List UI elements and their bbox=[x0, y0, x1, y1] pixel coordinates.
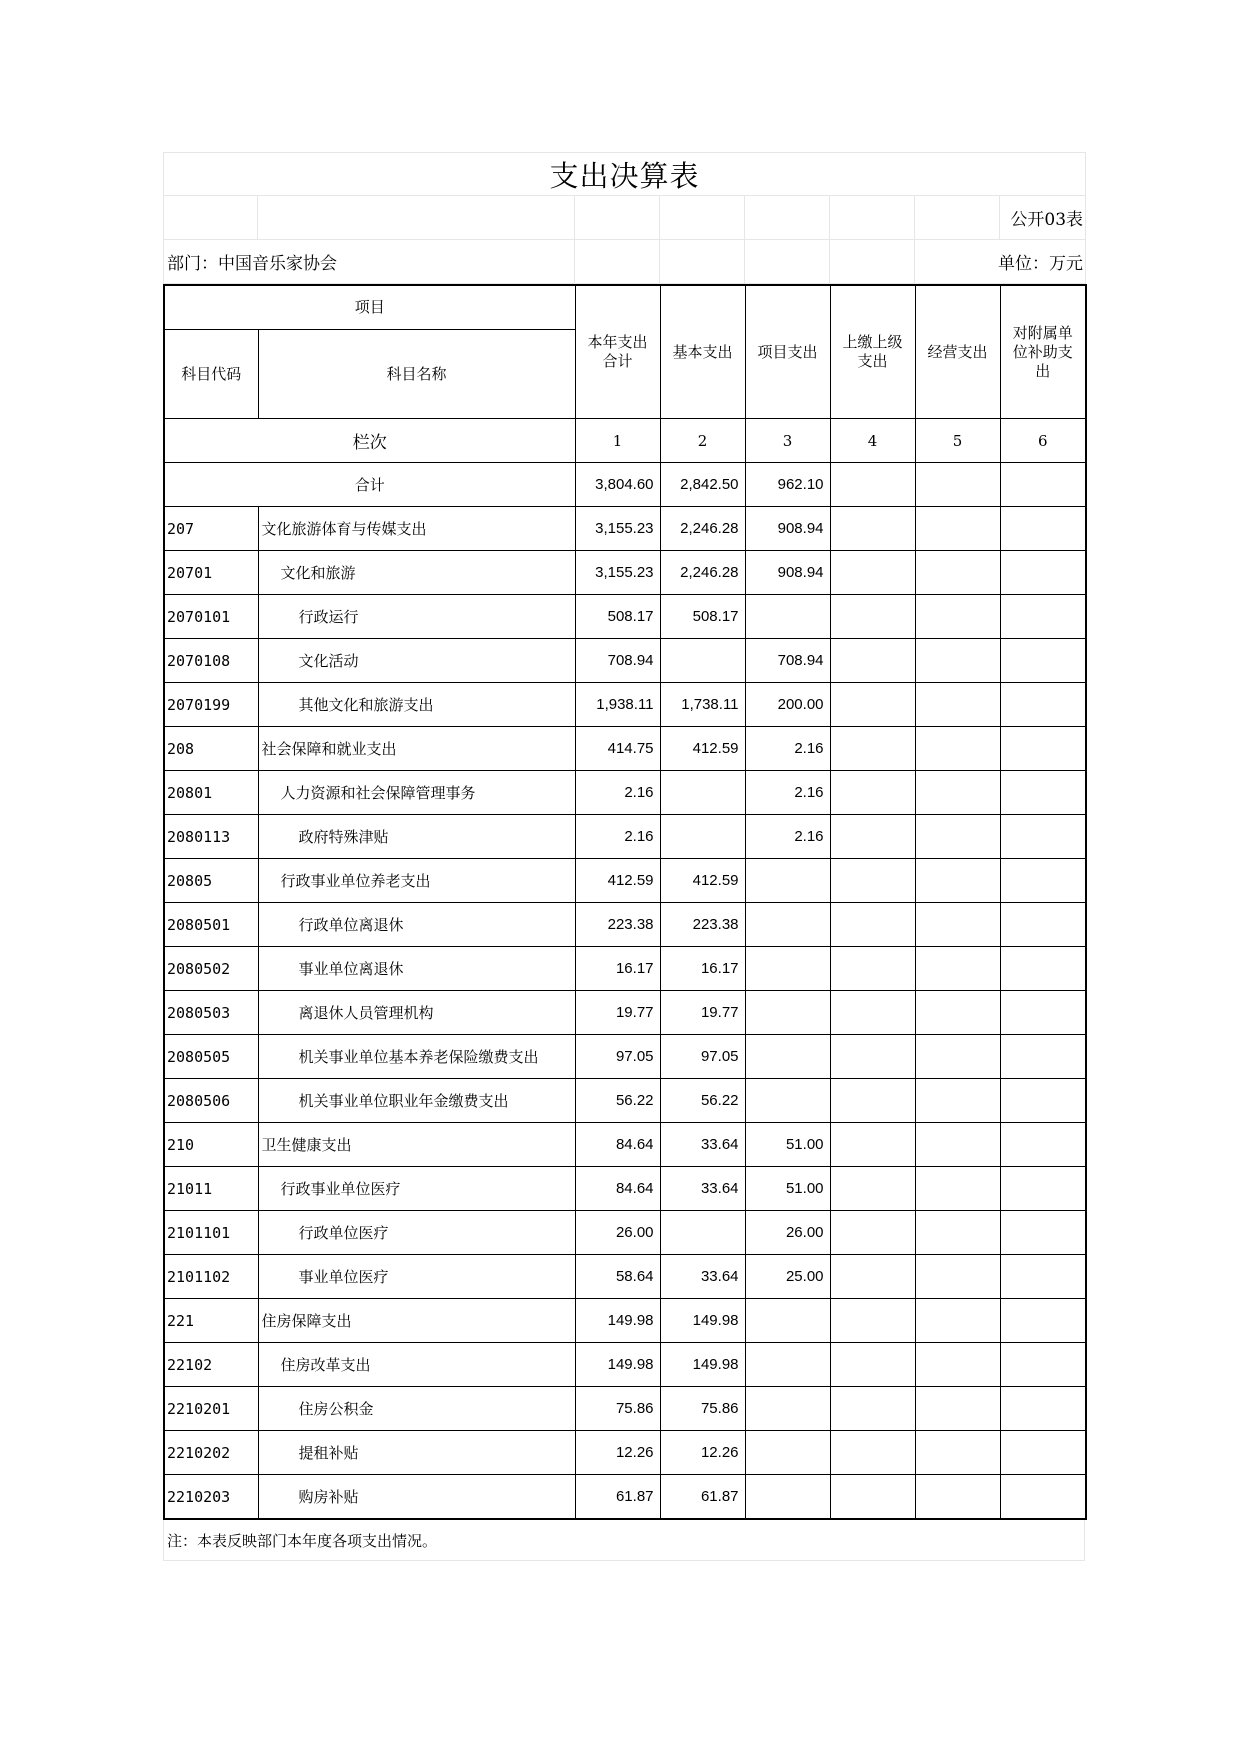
cell-total: 414.75 bbox=[575, 727, 660, 771]
cell-business bbox=[915, 903, 1000, 947]
table-row bbox=[164, 1123, 1086, 1167]
subject-name: 行政单位离退休 bbox=[258, 903, 575, 947]
cell-business bbox=[915, 859, 1000, 903]
cell-project bbox=[745, 1431, 830, 1475]
cell-total: 708.94 bbox=[575, 639, 660, 683]
total-label: 合计 bbox=[164, 463, 575, 507]
cell-basic: 412.59 bbox=[660, 727, 745, 771]
cell-total: 61.87 bbox=[575, 1475, 660, 1520]
table-row bbox=[164, 1387, 1086, 1431]
cell-subsidy bbox=[1000, 859, 1086, 903]
cell-business bbox=[915, 947, 1000, 991]
total-business bbox=[915, 463, 1000, 507]
header-subsidy: 对附属单位补助支出 bbox=[1000, 285, 1086, 419]
subject-name: 社会保障和就业支出 bbox=[258, 727, 575, 771]
column-index-row bbox=[164, 419, 1086, 463]
page-title: 支出决算表 bbox=[164, 153, 1086, 196]
cell-project bbox=[745, 947, 830, 991]
cell-basic: 2,246.28 bbox=[660, 507, 745, 551]
cell-business bbox=[915, 815, 1000, 859]
cell-remit bbox=[830, 1431, 915, 1475]
subject-name: 提租补贴 bbox=[258, 1431, 575, 1475]
cell-project: 2.16 bbox=[745, 727, 830, 771]
cell-remit bbox=[830, 1343, 915, 1387]
subject-name: 离退休人员管理机构 bbox=[258, 991, 575, 1035]
cell-basic: 33.64 bbox=[660, 1255, 745, 1299]
cell-remit bbox=[830, 947, 915, 991]
table-row bbox=[164, 639, 1086, 683]
subject-name: 住房公积金 bbox=[258, 1387, 575, 1431]
subject-code: 2070108 bbox=[164, 639, 258, 683]
total-remit bbox=[830, 463, 915, 507]
cell-remit bbox=[830, 991, 915, 1035]
column-index: 1 bbox=[575, 419, 660, 463]
cell-project: 200.00 bbox=[745, 683, 830, 727]
cell-total: 2.16 bbox=[575, 771, 660, 815]
cell-business bbox=[915, 771, 1000, 815]
cell-business bbox=[915, 1123, 1000, 1167]
subject-name: 行政运行 bbox=[258, 595, 575, 639]
header-row bbox=[164, 285, 1086, 330]
table-row bbox=[164, 1475, 1086, 1520]
cell-basic: 12.26 bbox=[660, 1431, 745, 1475]
cell-project: 908.94 bbox=[745, 507, 830, 551]
header-basic: 基本支出 bbox=[660, 285, 745, 419]
column-index: 4 bbox=[830, 419, 915, 463]
cell-total: 84.64 bbox=[575, 1167, 660, 1211]
cell-subsidy bbox=[1000, 815, 1086, 859]
total-basic: 2,842.50 bbox=[660, 463, 745, 507]
cell-total: 1,938.11 bbox=[575, 683, 660, 727]
cell-remit bbox=[830, 1167, 915, 1211]
cell-remit bbox=[830, 859, 915, 903]
header-code: 科目代码 bbox=[164, 330, 258, 419]
subject-name: 事业单位离退休 bbox=[258, 947, 575, 991]
table-row bbox=[164, 551, 1086, 595]
form-number: 公开03表 bbox=[1000, 196, 1086, 240]
total-subsidy bbox=[1000, 463, 1086, 507]
cell-business bbox=[915, 595, 1000, 639]
header-business: 经营支出 bbox=[915, 285, 1000, 419]
subject-code: 221 bbox=[164, 1299, 258, 1343]
cell-business bbox=[915, 1035, 1000, 1079]
cell-total: 56.22 bbox=[575, 1079, 660, 1123]
subject-code: 2080506 bbox=[164, 1079, 258, 1123]
table-row bbox=[164, 771, 1086, 815]
cell-basic bbox=[660, 771, 745, 815]
cell-basic: 223.38 bbox=[660, 903, 745, 947]
table-row bbox=[164, 947, 1086, 991]
table-row bbox=[164, 1035, 1086, 1079]
department-label: 部门：中国音乐家协会 bbox=[164, 240, 575, 284]
subject-code: 2210202 bbox=[164, 1431, 258, 1475]
cell-basic bbox=[660, 815, 745, 859]
subject-code: 208 bbox=[164, 727, 258, 771]
cell-subsidy bbox=[1000, 771, 1086, 815]
column-index-label: 栏次 bbox=[164, 419, 575, 463]
cell-business bbox=[915, 507, 1000, 551]
subject-code: 2210203 bbox=[164, 1475, 258, 1520]
header-remit: 上缴上级支出 bbox=[830, 285, 915, 419]
cell-basic: 33.64 bbox=[660, 1167, 745, 1211]
cell-business bbox=[915, 1211, 1000, 1255]
cell-basic: 2,246.28 bbox=[660, 551, 745, 595]
cell-total: 97.05 bbox=[575, 1035, 660, 1079]
cell-remit bbox=[830, 683, 915, 727]
cell-basic bbox=[660, 639, 745, 683]
expenditure-table bbox=[163, 284, 1087, 1520]
cell-remit bbox=[830, 551, 915, 595]
cell-basic: 61.87 bbox=[660, 1475, 745, 1520]
table-row bbox=[164, 991, 1086, 1035]
note-table bbox=[163, 1520, 1085, 1561]
cell-business bbox=[915, 1079, 1000, 1123]
subject-name: 卫生健康支出 bbox=[258, 1123, 575, 1167]
header-project-exp: 项目支出 bbox=[745, 285, 830, 419]
cell-business bbox=[915, 639, 1000, 683]
subject-code: 2101102 bbox=[164, 1255, 258, 1299]
cell-total: 508.17 bbox=[575, 595, 660, 639]
cell-total: 3,155.23 bbox=[575, 507, 660, 551]
unit-label: 单位：万元 bbox=[915, 240, 1086, 284]
cell-remit bbox=[830, 1387, 915, 1431]
subject-code: 20801 bbox=[164, 771, 258, 815]
cell-total: 149.98 bbox=[575, 1343, 660, 1387]
header-total: 本年支出合计 bbox=[575, 285, 660, 419]
subject-name: 人力资源和社会保障管理事务 bbox=[258, 771, 575, 815]
cell-total: 19.77 bbox=[575, 991, 660, 1035]
subject-code: 22102 bbox=[164, 1343, 258, 1387]
total-sum: 3,804.60 bbox=[575, 463, 660, 507]
subject-name: 行政事业单位医疗 bbox=[258, 1167, 575, 1211]
cell-subsidy bbox=[1000, 1431, 1086, 1475]
column-index: 2 bbox=[660, 419, 745, 463]
cell-business bbox=[915, 991, 1000, 1035]
table-row bbox=[164, 1299, 1086, 1343]
subject-code: 210 bbox=[164, 1123, 258, 1167]
cell-project bbox=[745, 595, 830, 639]
cell-project: 708.94 bbox=[745, 639, 830, 683]
cell-basic: 56.22 bbox=[660, 1079, 745, 1123]
cell-remit bbox=[830, 1255, 915, 1299]
table-row bbox=[164, 903, 1086, 947]
cell-total: 12.26 bbox=[575, 1431, 660, 1475]
cell-basic: 33.64 bbox=[660, 1123, 745, 1167]
cell-project bbox=[745, 903, 830, 947]
column-index: 5 bbox=[915, 419, 1000, 463]
cell-total: 75.86 bbox=[575, 1387, 660, 1431]
cell-subsidy bbox=[1000, 1123, 1086, 1167]
table-row bbox=[164, 683, 1086, 727]
cell-subsidy bbox=[1000, 595, 1086, 639]
cell-business bbox=[915, 727, 1000, 771]
subject-code: 20701 bbox=[164, 551, 258, 595]
cell-project bbox=[745, 1387, 830, 1431]
cell-project: 51.00 bbox=[745, 1167, 830, 1211]
subject-name: 文化旅游体育与传媒支出 bbox=[258, 507, 575, 551]
cell-subsidy bbox=[1000, 1475, 1086, 1520]
cell-subsidy bbox=[1000, 639, 1086, 683]
cell-business bbox=[915, 551, 1000, 595]
subject-code: 2070101 bbox=[164, 595, 258, 639]
cell-basic: 1,738.11 bbox=[660, 683, 745, 727]
cell-project: 908.94 bbox=[745, 551, 830, 595]
subject-code: 207 bbox=[164, 507, 258, 551]
cell-remit bbox=[830, 1079, 915, 1123]
table-row bbox=[164, 859, 1086, 903]
cell-subsidy bbox=[1000, 1079, 1086, 1123]
table-row bbox=[164, 1211, 1086, 1255]
subject-name: 购房补贴 bbox=[258, 1475, 575, 1520]
cell-remit bbox=[830, 595, 915, 639]
cell-subsidy bbox=[1000, 1035, 1086, 1079]
cell-remit bbox=[830, 639, 915, 683]
subject-name: 机关事业单位职业年金缴费支出 bbox=[258, 1079, 575, 1123]
column-index: 6 bbox=[1000, 419, 1086, 463]
table-row bbox=[164, 1079, 1086, 1123]
subject-name: 机关事业单位基本养老保险缴费支出 bbox=[258, 1035, 575, 1079]
cell-project bbox=[745, 1475, 830, 1520]
subject-name: 行政单位医疗 bbox=[258, 1211, 575, 1255]
subject-code: 2080505 bbox=[164, 1035, 258, 1079]
cell-remit bbox=[830, 1475, 915, 1520]
cell-total: 16.17 bbox=[575, 947, 660, 991]
subject-name: 其他文化和旅游支出 bbox=[258, 683, 575, 727]
header-project: 项目 bbox=[164, 285, 575, 330]
cell-business bbox=[915, 1475, 1000, 1520]
cell-business bbox=[915, 1387, 1000, 1431]
cell-subsidy bbox=[1000, 947, 1086, 991]
cell-total: 84.64 bbox=[575, 1123, 660, 1167]
table-row bbox=[164, 507, 1086, 551]
cell-subsidy bbox=[1000, 683, 1086, 727]
cell-subsidy bbox=[1000, 1299, 1086, 1343]
subject-name: 行政事业单位养老支出 bbox=[258, 859, 575, 903]
subject-code: 2101101 bbox=[164, 1211, 258, 1255]
cell-total: 149.98 bbox=[575, 1299, 660, 1343]
cell-basic: 19.77 bbox=[660, 991, 745, 1035]
cell-total: 412.59 bbox=[575, 859, 660, 903]
subject-code: 2080503 bbox=[164, 991, 258, 1035]
cell-business bbox=[915, 1299, 1000, 1343]
cell-project: 25.00 bbox=[745, 1255, 830, 1299]
cell-basic: 149.98 bbox=[660, 1343, 745, 1387]
cell-subsidy bbox=[1000, 991, 1086, 1035]
table-row bbox=[164, 815, 1086, 859]
sheet-header bbox=[163, 152, 1086, 284]
cell-remit bbox=[830, 1211, 915, 1255]
cell-basic: 508.17 bbox=[660, 595, 745, 639]
cell-business bbox=[915, 1255, 1000, 1299]
cell-total: 3,155.23 bbox=[575, 551, 660, 595]
cell-project: 2.16 bbox=[745, 771, 830, 815]
cell-project bbox=[745, 1343, 830, 1387]
cell-remit bbox=[830, 903, 915, 947]
table-row bbox=[164, 727, 1086, 771]
cell-project bbox=[745, 1035, 830, 1079]
cell-project bbox=[745, 991, 830, 1035]
cell-basic bbox=[660, 1211, 745, 1255]
cell-basic: 16.17 bbox=[660, 947, 745, 991]
cell-total: 26.00 bbox=[575, 1211, 660, 1255]
cell-total: 58.64 bbox=[575, 1255, 660, 1299]
subject-name: 文化活动 bbox=[258, 639, 575, 683]
cell-subsidy bbox=[1000, 1387, 1086, 1431]
subject-code: 2080502 bbox=[164, 947, 258, 991]
cell-project bbox=[745, 859, 830, 903]
table-row bbox=[164, 595, 1086, 639]
cell-basic: 412.59 bbox=[660, 859, 745, 903]
cell-subsidy bbox=[1000, 1255, 1086, 1299]
subject-name: 文化和旅游 bbox=[258, 551, 575, 595]
footnote: 注：本表反映部门本年度各项支出情况。 bbox=[164, 1520, 1085, 1561]
cell-basic: 75.86 bbox=[660, 1387, 745, 1431]
cell-remit bbox=[830, 507, 915, 551]
subject-code: 2080501 bbox=[164, 903, 258, 947]
cell-remit bbox=[830, 727, 915, 771]
cell-basic: 149.98 bbox=[660, 1299, 745, 1343]
cell-subsidy bbox=[1000, 551, 1086, 595]
subject-name: 住房保障支出 bbox=[258, 1299, 575, 1343]
subject-name: 政府特殊津贴 bbox=[258, 815, 575, 859]
cell-business bbox=[915, 1343, 1000, 1387]
subject-code: 2210201 bbox=[164, 1387, 258, 1431]
cell-business bbox=[915, 683, 1000, 727]
cell-subsidy bbox=[1000, 1211, 1086, 1255]
cell-business bbox=[915, 1431, 1000, 1475]
cell-project bbox=[745, 1299, 830, 1343]
total-project: 962.10 bbox=[745, 463, 830, 507]
cell-business bbox=[915, 1167, 1000, 1211]
cell-subsidy bbox=[1000, 507, 1086, 551]
cell-remit bbox=[830, 771, 915, 815]
subject-code: 20805 bbox=[164, 859, 258, 903]
cell-total: 223.38 bbox=[575, 903, 660, 947]
subject-code: 2080113 bbox=[164, 815, 258, 859]
total-row bbox=[164, 463, 1086, 507]
cell-project: 26.00 bbox=[745, 1211, 830, 1255]
table-row bbox=[164, 1167, 1086, 1211]
cell-total: 2.16 bbox=[575, 815, 660, 859]
cell-subsidy bbox=[1000, 903, 1086, 947]
cell-remit bbox=[830, 815, 915, 859]
expenditure-sheet bbox=[163, 152, 1085, 1561]
subject-code: 21011 bbox=[164, 1167, 258, 1211]
subject-name: 事业单位医疗 bbox=[258, 1255, 575, 1299]
subject-name: 住房改革支出 bbox=[258, 1343, 575, 1387]
cell-subsidy bbox=[1000, 727, 1086, 771]
cell-project: 2.16 bbox=[745, 815, 830, 859]
subject-code: 2070199 bbox=[164, 683, 258, 727]
column-index: 3 bbox=[745, 419, 830, 463]
header-name: 科目名称 bbox=[258, 330, 575, 419]
cell-remit bbox=[830, 1299, 915, 1343]
cell-remit bbox=[830, 1123, 915, 1167]
cell-subsidy bbox=[1000, 1167, 1086, 1211]
cell-remit bbox=[830, 1035, 915, 1079]
cell-subsidy bbox=[1000, 1343, 1086, 1387]
cell-basic: 97.05 bbox=[660, 1035, 745, 1079]
cell-project: 51.00 bbox=[745, 1123, 830, 1167]
table-row bbox=[164, 1343, 1086, 1387]
table-row bbox=[164, 1431, 1086, 1475]
table-row bbox=[164, 1255, 1086, 1299]
cell-project bbox=[745, 1079, 830, 1123]
